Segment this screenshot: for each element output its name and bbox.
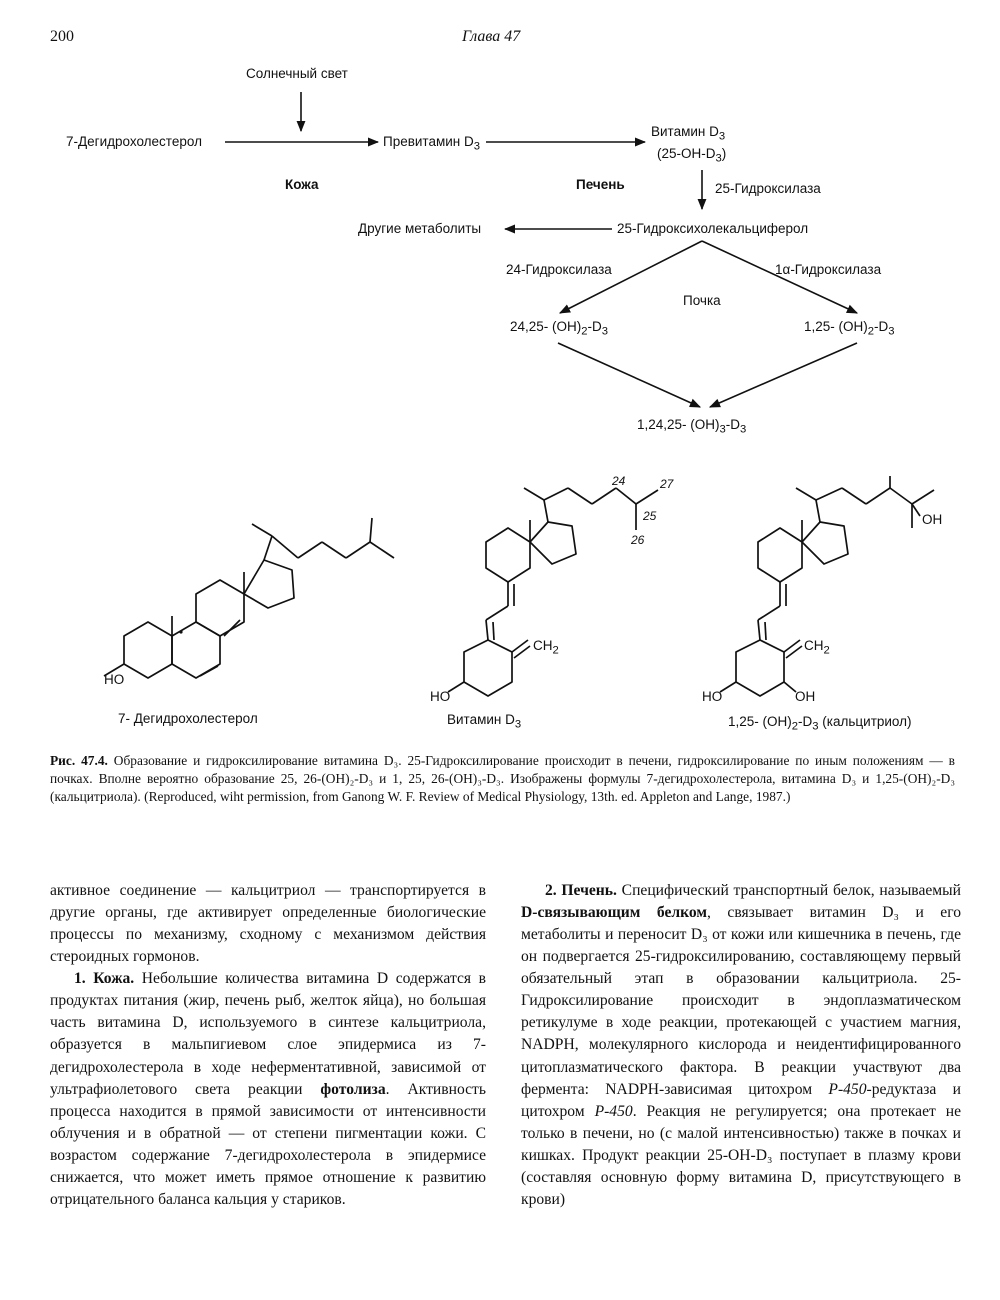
s3-oh-chain-label: OH bbox=[922, 512, 943, 527]
photolysis-term: фотолиза bbox=[320, 1080, 386, 1098]
other-metabolites-label: Другие метаболиты bbox=[358, 221, 482, 236]
d125-label: 1,25- $(OH)_2-D_3$ bbox=[804, 319, 895, 338]
chapter-title: Глава 47 bbox=[462, 28, 521, 45]
left-column bbox=[50, 880, 486, 1211]
skin-label: Кожа bbox=[285, 177, 319, 192]
s2-c24-label: 24 bbox=[612, 474, 626, 488]
stereo-dot bbox=[179, 630, 182, 633]
s2-ho-label: HO bbox=[430, 689, 451, 704]
s2-c25-label: 25 bbox=[643, 509, 657, 523]
hydroxylase1a-label: 1α-Гидроксилаза bbox=[775, 262, 882, 277]
hydroxylase24-arrow bbox=[560, 241, 702, 313]
d125-to-d12425-arrow bbox=[710, 343, 857, 407]
right-paragraph-liver: 2. Печень. Специфический транспортный белок, называемый D-связывающим белком, связывает витамин D₃ и его метаболиты и переносит D₃ от кожи или кишечника в печень, где он подвергается 25-гидроксилированию, составляющему первый обязательный этап в образовании кальцитриола. 25-Гидроксилирование происходит в эндоплазматическом ретикулуме в ходе реакции, протекающей с участием магния, NADPH, молекулярного кислорода и неидентифицированного цитоплазматического фактора. В реакции участвуют два фермента: NADPH-зависимая цитохром P-450-редуктаза и цитохром P-450. Реакция не регулируется; она протекает не только в печени, но (с малой интенсивностью) также в почках и кишках. Продукт реакции 25-OH-D₃ поступает в плазму крови (составляя основную форму витамина D, присутствующего в крови) bbox=[521, 882, 962, 1208]
caption-title: Рис. 47.4. bbox=[50, 753, 108, 768]
dehydrocholesterol-label: 7-Дегидрохолестерол bbox=[66, 134, 202, 149]
left-paragraph-skin: 1. Кожа. Небольшие количества витамина D содержатся в продуктах питания (жир, печень рыб, желток яйца), но большая часть витамина D, используемого в синтезе кальцитриола, образуется в мальпигиевом слое эпидермиса из 7-дегидрохолестерола в ходе неферментативной, зависимой от ультрафиолетового света реакции фотолиза. Активность процесса находится в прямой зависимости от интенсивности облучения и в обратной — от степени пигментации кожи. С возрастом содержание 7-дегидрохолестерола в эпидермисе снижается, что может иметь прямое отношение к развитию отрицательного баланса кальция у стариков. bbox=[50, 970, 486, 1208]
figure-caption bbox=[50, 752, 955, 807]
s3-ch2-label: $CH_2$ bbox=[804, 638, 830, 657]
oh-d3-label: $(25-OH-D_3)$ bbox=[657, 146, 727, 165]
liver-label: Печень bbox=[576, 177, 625, 192]
hydroxylase25-label: 25-Гидроксилаза bbox=[715, 181, 821, 196]
sunlight-label: Солнечный свет bbox=[246, 66, 348, 81]
d2425-to-d12425-arrow bbox=[558, 343, 700, 407]
pathway-diagram bbox=[0, 0, 1000, 460]
s2-c27-label: 27 bbox=[660, 477, 674, 491]
hydroxylase1a-arrow bbox=[702, 241, 857, 313]
s1-name-label: 7- Дегидрохолестерол bbox=[118, 711, 258, 726]
calcifediol-label: 25-Гидроксихолекальциферол bbox=[617, 221, 809, 236]
s2-name-label: Витамин $D_3$ bbox=[447, 712, 522, 731]
dehydrocholesterol-structure bbox=[104, 518, 394, 678]
caption-text: Образование и гидроксилирование витамина D₃. 25-Гидроксилирование происходит в печени, гидроксилирование по иным положениям — в почках. Вполне вероятно образование 25, 26-(OH)₂-D₃ и 1, 25, 26-(OH)₃-D₃. Изображены формулы 7-дегидрохолестерола, витамина D₃ и 1,25-(OH)₂-D₃ (кальцитриола). (Reproduced, wiht permission, from Ganong W. F. Review of Medical Physiology, 13th. ed. Appleton and Lange, 1987.) bbox=[50, 753, 955, 805]
s3-oh-ring-label: OH bbox=[795, 689, 816, 704]
d2425-label: 24,25- $(OH)_2-D_3$ bbox=[510, 319, 609, 338]
d-binding-protein-term: D-связывающим белком bbox=[521, 904, 708, 922]
pathway-arrows bbox=[0, 0, 1000, 460]
liver-section-title: 2. Печень. bbox=[545, 882, 617, 899]
d12425-label: 1,24,25- $(OH)_3-D_3$ bbox=[637, 417, 747, 436]
s3-name-label: 1,25- $(OH)_2-D_3$ (кальцитриол) bbox=[728, 714, 912, 733]
s2-ch2-label: $CH_2$ bbox=[533, 638, 559, 657]
right-column bbox=[521, 880, 961, 1211]
vitamin-d3-label: Витамин $D_3$ bbox=[651, 124, 726, 143]
page-number: 200 bbox=[50, 28, 74, 45]
structures-svg bbox=[0, 460, 1000, 745]
s2-c26-label: 26 bbox=[631, 533, 645, 547]
vitamin-d3-structure bbox=[448, 488, 658, 696]
hydroxylase24-label: 24-Гидроксилаза bbox=[506, 262, 612, 277]
s3-ho-label: HO bbox=[702, 689, 723, 704]
left-paragraph-1: активное соединение — кальцитриол — транспортируется в другие органы, где активирует определенные биологические процессы по механизму, сходному с механизмом действия стероидных гормонов. bbox=[50, 882, 486, 966]
structures-panel bbox=[0, 460, 1000, 745]
kidney-label: Почка bbox=[683, 293, 721, 308]
calcitriol-structure bbox=[720, 476, 934, 696]
skin-section-title: 1. Кожа. bbox=[74, 970, 135, 988]
s1-ho-label: HO bbox=[104, 672, 125, 687]
previtamin-label: Превитамин $D_3$ bbox=[383, 134, 481, 153]
